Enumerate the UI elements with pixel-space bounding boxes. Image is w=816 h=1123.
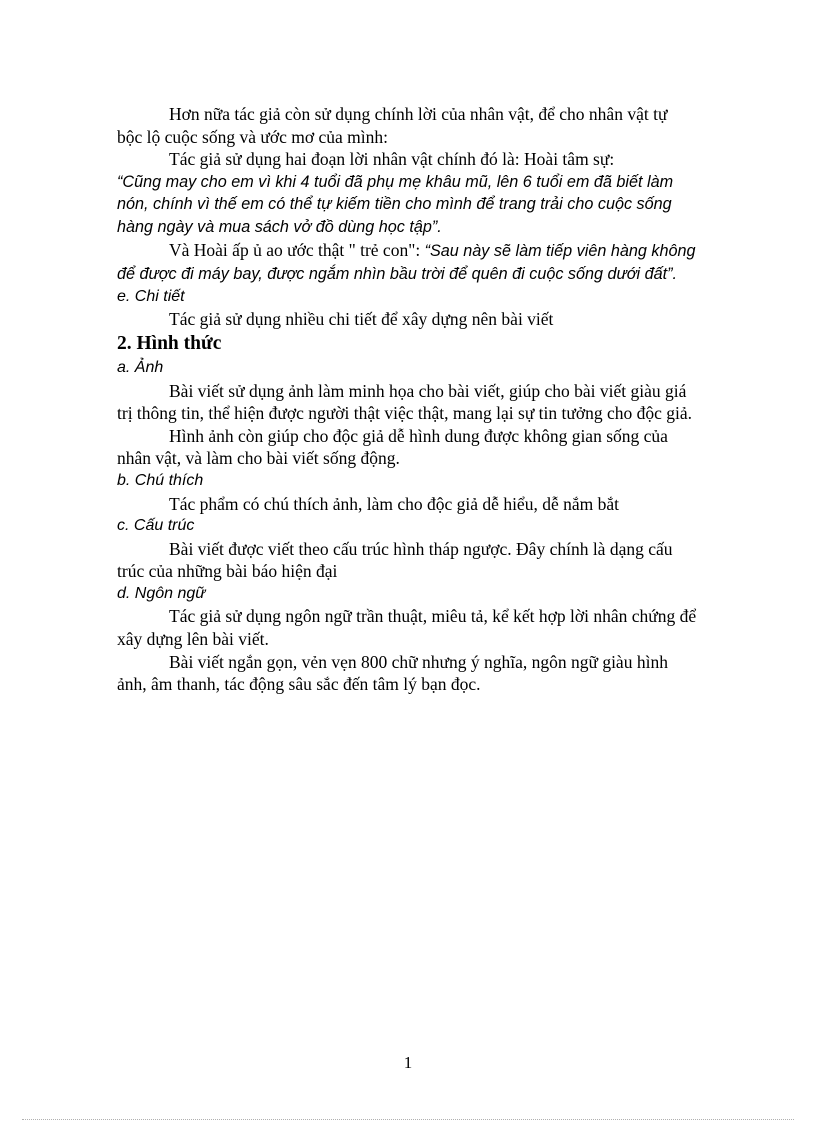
document-body — [117, 103, 697, 696]
quote-hoai-2: “Sau này sẽ làm tiếp viên hàng không để được đi máy bay, được ngắm nhìn bầu trời để quên đi cuộc sống dưới đất”. — [117, 241, 696, 284]
subheading-d: d. Ngôn ngữ — [117, 584, 206, 602]
paragraph-wish — [117, 239, 697, 286]
paragraph-details: Tác giả sử dụng nhiều chi tiết để xây dựng nên bài viết — [169, 309, 554, 330]
quote-hoai-1: “Cũng may cho em vì khi 4 tuổi đã phụ mẹ khâu mũ, lên 6 tuổi em đã biết làm nón, chính vì thế em có thể tự kiếm tiền cho mình để trang trải cho cuộc sống hàng ngày và mua sách vở đồ dùng học tập”. — [117, 172, 674, 236]
subheading-a: a. Ảnh — [117, 358, 164, 376]
paragraph-language: Tác giả sử dụng ngôn ngữ trần thuật, miêu tả, kể kết hợp lời nhân chứng để xây dựng lên bài viết. — [117, 606, 697, 650]
paragraph-caption: Tác phẩm có chú thích ảnh, làm cho độc giả dễ hiểu, dễ nắm bắt — [169, 493, 619, 514]
page-divider — [22, 1119, 794, 1120]
subheading-e: e. Chi tiết — [117, 287, 185, 305]
section-heading-2: 2. Hình thức — [117, 332, 222, 354]
paragraph-photo-2: Hình ảnh còn giúp cho độc giả dễ hình dung được không gian sống của nhân vật, và làm cho bài viết sống động. — [117, 425, 668, 469]
paragraph-dialogue-intro: Tác giả sử dụng hai đoạn lời nhân vật chính đó là: Hoài tâm sự: — [169, 149, 615, 170]
paragraph-intro: Hơn nữa tác giả còn sử dụng chính lời của nhân vật, để cho nhân vật tự bộc lộ cuộc sống và ước mơ của mình: — [117, 104, 668, 147]
paragraph-photo: Bài viết sử dụng ảnh làm minh họa cho bài viết, giúp cho bài viết giàu giá trị thông tin, thể hiện được người thật việc thật, mang lại sự tin tưởng cho độc giả. — [117, 380, 693, 424]
wish-lead: Và Hoài ấp ủ ao ước thật " trẻ con": — [169, 239, 425, 260]
subheading-c: c. Cấu trúc — [117, 517, 195, 535]
paragraph-conclusion: Bài viết ngắn gọn, vẻn vẹn 800 chữ nhưng ý nghĩa, ngôn ngữ giàu hình ảnh, âm thanh, tác động sâu sắc đến tâm lý bạn đọc. — [117, 651, 668, 695]
subheading-b: b. Chú thích — [117, 471, 204, 489]
paragraph-structure: Bài viết được viết theo cấu trúc hình tháp ngược. Đây chính là dạng cấu trúc của những bài báo hiện đại — [117, 538, 673, 582]
page-number: 1 — [403, 1053, 413, 1072]
